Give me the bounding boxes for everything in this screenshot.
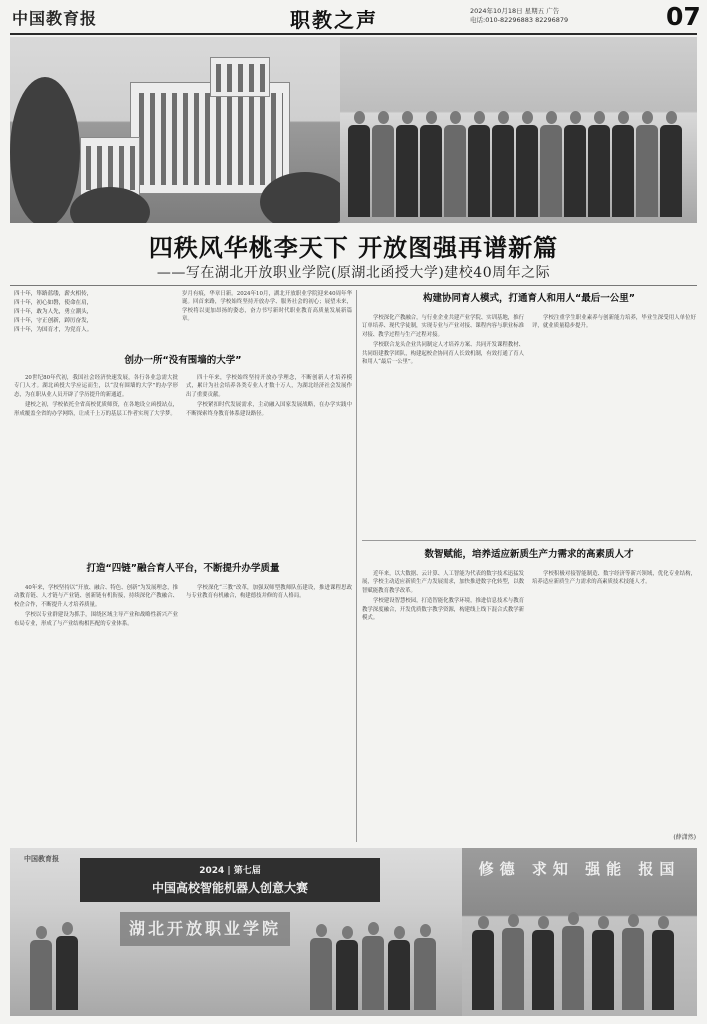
section-1-heading: 创办一所“没有围墙的大学” <box>124 355 242 366</box>
campus-building-photo <box>10 37 340 223</box>
section-divider <box>362 540 696 541</box>
section-1-col-b: 四十年来，学校始终坚持开放办学理念，不断创新人才培养模式，累计为社会培养各类专业人才数十万人，为湖北经济社会发展作出了重要贡献。 学校紧扣时代发展需求，主动融入国家发展战略，在办学实践中不断探索终身教育体系建设路径。 <box>186 375 352 417</box>
section-4-col-a: 近年来，以大数据、云计算、人工智能为代表的数字技术迅猛发展，学校主动适应新质生产力发展需求，加快推进数字化转型，以数智赋能教育教学改革。 学校建设智慧校园，打造智能化教学环境，推进信息技术与教育教学深度融合，开发优质数字教学资源，构建线上线下混合式教学新模式。 <box>362 571 524 622</box>
section-4-heading: 数智赋能，培养适应新质生产力需求的高素质人才 <box>424 549 634 560</box>
section-1-col-a: 20世纪80年代初，我国社会经济快速发展，各行各业急需大批专门人才。湖北函授大学应运而生，以“没有围墙的大学”的办学形态，为在职从业人员开辟了学历提升的新通道。 建校之初，学校依托全省高校优质师资，在各地设立函授站点，形成覆盖全省的办学网络，让成千上万的基层工作者实现了大学梦。 <box>14 375 178 417</box>
robot-contest-photo <box>10 848 462 1016</box>
section-3-heading: 构建协同育人模式，打通育人和用人“最后一公里” <box>423 293 635 304</box>
column-divider <box>356 290 357 842</box>
section-3-col-a: 学校深化产教融合，与行业企业共建产业学院、实训基地，推行订单培养、现代学徒制，实现专业与产业对接、课程内容与职业标准对接、教学过程与生产过程对接。 学校联合龙头企业共同制定人才培养方案、共同开发课程教材、共同组建教学团队，构建起校企协同育人长效机制，有效打通了育人和用人“最后一公里”。 <box>362 315 524 366</box>
building-shape <box>130 82 290 194</box>
motto-text: 修德 求知 强能 报国 <box>478 860 681 878</box>
page-number: 07 <box>666 2 701 31</box>
section-title: 职教之声 <box>290 8 378 32</box>
article-title: 四秩风华桃李天下 开放图强再谱新篇 <box>148 233 559 262</box>
group-photo <box>340 37 697 223</box>
intro-poem-right: 岁月有痕，华章日新。2024年10月，湖北开放职业学院迎来40周年华诞。回首来路，学校始终坚持开放办学、服务社会的初心；展望未来，学校将以更加昂扬的姿态，奋力书写新时代职业教育高质量发展新篇章。 <box>182 291 352 323</box>
issue-date: 2024年10月18日 星期五 广告 <box>470 7 560 15</box>
section-2-heading: 打造“四链”融合育人平台，不断提升办学质量 <box>86 563 280 574</box>
article-subtitle: ——写在湖北开放职业学院(原湖北函授大学)建校40周年之际 <box>156 265 551 281</box>
issue-info <box>470 7 660 25</box>
masthead-rule <box>10 33 697 35</box>
contest-banner: 2024 | 第七届 中国高校智能机器人创意大赛 <box>80 858 380 902</box>
phone-line: 电话:010-82296883 82296879 <box>470 16 569 24</box>
newspaper-name: 中国教育报 <box>12 9 98 28</box>
section-2-col-a: 40年来，学校坚持以“开放、融合、特色、创新”为发展理念，推动教育链、人才链与产业链、创新链有机衔接，持续深化产教融合、校企合作，不断提升人才培养质量。 学校以专业群建设为抓手，围绕区域主导产业和战略性新兴产业布局专业，形成了与产业结构相匹配的专业体系。 <box>14 585 178 627</box>
photo-watermark: 中国教育报 <box>24 855 59 863</box>
section-4-col-b: 学校积极对接智能制造、数字经济等新兴领域，优化专业结构，培养适应新质生产力需求的高素质技术技能人才。 <box>532 571 696 586</box>
article-byline: (薛潇然) <box>673 834 696 841</box>
tree-shape <box>10 77 80 223</box>
headline-rule <box>10 285 697 286</box>
intro-poem-left: 四十年，筚路蓝缕，薪火相传， 四十年，初心如磐，使命在肩， 四十年，敢为人先，勇立潮头， 四十年，守正创新，踔厉奋发， 四十年，为国育才，为党育人。 <box>14 291 93 333</box>
building-tower-shape <box>210 57 270 97</box>
section-2-col-b: 学校深化“三教”改革，加强双师型教师队伍建设，推进课程思政与专业教育有机融合，构建德技并修的育人格局。 <box>186 585 352 600</box>
section-3-col-b: 学校注重学生职业素养与创新能力培养，毕业生深受用人单位好评，就业质量稳步提升。 <box>532 315 696 330</box>
masthead <box>0 0 707 34</box>
school-sign: 湖北开放职业学院 <box>120 912 290 946</box>
campus-motto-photo <box>462 848 697 1016</box>
